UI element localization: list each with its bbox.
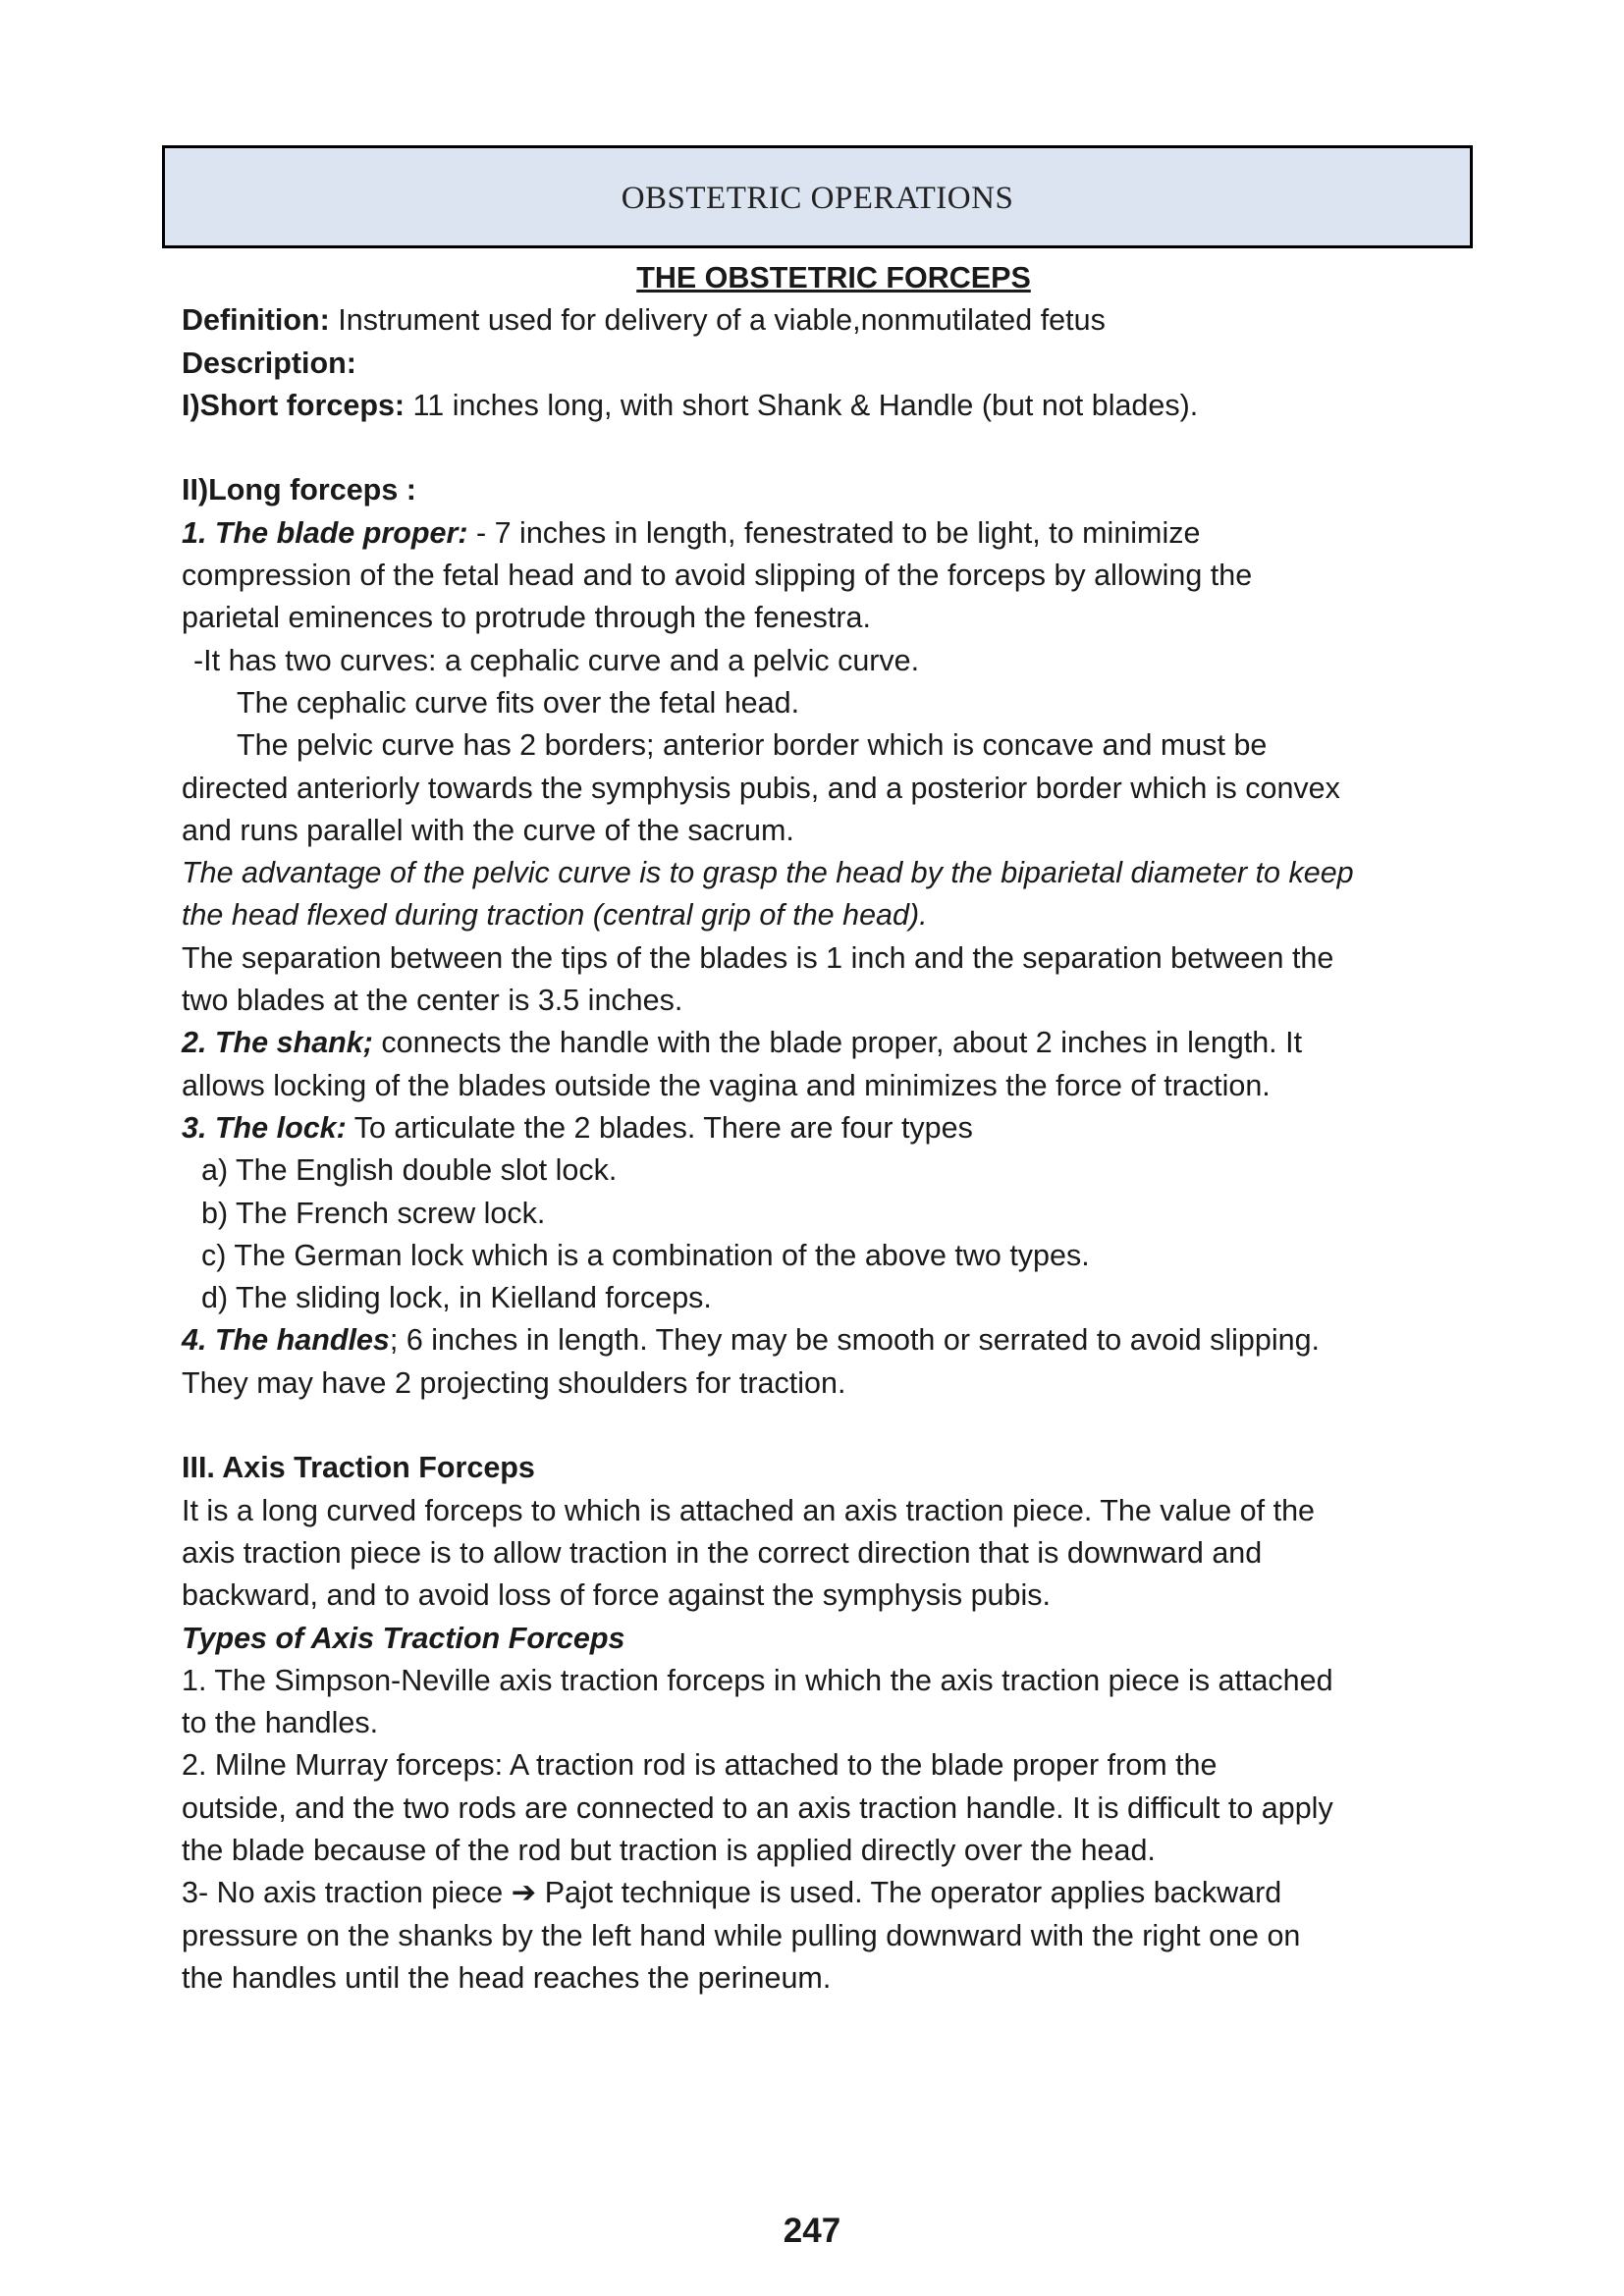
short-forceps-label: I)Short forceps: bbox=[182, 388, 406, 422]
lock-type-item: b) The French screw lock. bbox=[201, 1196, 546, 1230]
handles-text-2: They may have 2 projecting shoulders for traction. bbox=[182, 1365, 846, 1400]
shank-text-2: allows locking of the blades outside the vagina and minimizes the force of traction. bbox=[182, 1068, 1271, 1102]
definition-label: Definition: bbox=[182, 303, 330, 338]
type3-line-2: pressure on the shanks by the left hand while pulling downward with the right one on bbox=[182, 1918, 1301, 1952]
lock-type-item: a) The English double slot lock. bbox=[201, 1153, 618, 1188]
advantage-text-2: the head flexed during traction (central grip of the head). bbox=[182, 898, 928, 933]
type3-line-3: the handles until the head reaches the perineum. bbox=[182, 1960, 832, 1995]
blade-text-2: compression of the fetal head and to avoid slipping of the forceps by allowing the bbox=[182, 559, 1253, 593]
blade-paragraph-line bbox=[182, 512, 1458, 555]
lock-text: To articulate the 2 blades. There are four types bbox=[346, 1110, 973, 1145]
pelvic-line-3: and runs parallel with the curve of the sacrum. bbox=[182, 813, 794, 847]
type2-line-2: outside, and the two rods are connected to an axis traction handle. It is difficult to apply bbox=[182, 1790, 1333, 1825]
advantage-text-1: The advantage of the pelvic curve is to grasp the head by the biparietal diameter to keep bbox=[182, 856, 1354, 890]
section-header-box bbox=[162, 145, 1473, 248]
definition-text: Instrument used for delivery of a viable,nonmutilated fetus bbox=[329, 303, 1106, 338]
handles-paragraph-line bbox=[182, 1319, 1458, 1362]
document-title: THE OBSTETRIC FORCEPS bbox=[636, 261, 1031, 294]
short-forceps-paragraph bbox=[182, 385, 1458, 427]
axis-line-1: It is a long curved forceps to which is attached an axis traction piece. The value of the bbox=[182, 1493, 1315, 1527]
type1-line-1: 1. The Simpson-Neville axis traction forceps in which the axis traction piece is attached bbox=[182, 1663, 1333, 1697]
types-heading bbox=[182, 1618, 1458, 1660]
handles-label: 4. The handles bbox=[182, 1323, 390, 1358]
pelvic-line-2: directed anteriorly towards the symphysis pubis, and a posterior border which is convex bbox=[182, 771, 1340, 805]
advantage-line-1 bbox=[182, 852, 1458, 894]
handles-text-1: ; 6 inches in length. They may be smooth or serrated to avoid slipping. bbox=[389, 1323, 1321, 1358]
definition-paragraph bbox=[182, 299, 1458, 342]
spacer bbox=[182, 427, 1458, 469]
lock-label: 3. The lock: bbox=[182, 1110, 347, 1145]
axis-line-3: backward, and to avoid loss of force against the symphysis pubis. bbox=[182, 1578, 1051, 1613]
description-heading bbox=[182, 343, 1458, 385]
axis-traction-label: III. Axis Traction Forceps bbox=[182, 1451, 535, 1485]
shank-paragraph-line bbox=[182, 1022, 1458, 1064]
right-arrow-icon: ➔ bbox=[511, 1876, 537, 1910]
blade-text-3: parietal eminences to protrude through the fenestra. bbox=[182, 601, 871, 635]
separation-line-2: two blades at the center is 3.5 inches. bbox=[182, 984, 683, 1018]
separation-line-1: The separation between the tips of the blades is 1 inch and the separation between the bbox=[182, 940, 1334, 975]
page-number: 247 bbox=[783, 2212, 841, 2250]
document-title-line bbox=[182, 257, 1458, 299]
section-title: OBSTETRIC OPERATIONS bbox=[621, 181, 1014, 216]
blade-text-1: - 7 inches in length, fenestrated to be light, to minimize bbox=[467, 515, 1201, 550]
type1-line-2: to the handles. bbox=[182, 1706, 379, 1740]
long-forceps-heading bbox=[182, 469, 1458, 511]
types-label: Types of Axis Traction Forceps bbox=[182, 1621, 625, 1655]
type2-line-3: the blade because of the rod but traction is applied directly over the head. bbox=[182, 1833, 1156, 1867]
type2-line-1: 2. Milne Murray forceps: A traction rod is attached to the blade proper from the bbox=[182, 1748, 1218, 1783]
shank-text-1: connects the handle with the blade proper, about 2 inches in length. It bbox=[372, 1026, 1303, 1060]
type3-line-1 bbox=[182, 1872, 1458, 1914]
short-forceps-text: 11 inches long, with short Shank & Handle (but not blades). bbox=[405, 388, 1199, 422]
lock-type-item: c) The German lock which is a combination of the above two types. bbox=[201, 1238, 1090, 1272]
axis-line-2: axis traction piece is to allow traction in the correct direction that is downward and bbox=[182, 1535, 1263, 1570]
description-label: Description: bbox=[182, 346, 356, 380]
type3-prefix: 3- No axis traction piece bbox=[182, 1876, 512, 1910]
document-body bbox=[182, 257, 1458, 2000]
curves-line: -It has two curves: a cephalic curve and a pelvic curve. bbox=[193, 643, 920, 677]
lock-paragraph-line bbox=[182, 1107, 1458, 1149]
pelvic-line-1: The pelvic curve has 2 borders; anterior border which is concave and must be bbox=[237, 728, 1268, 763]
advantage-line-2 bbox=[182, 894, 1458, 936]
shank-label: 2. The shank; bbox=[182, 1026, 373, 1060]
cephalic-line: The cephalic curve fits over the fetal head. bbox=[237, 685, 800, 720]
axis-traction-heading bbox=[182, 1447, 1458, 1489]
type3-rest: Pajot technique is used. The operator applies backward bbox=[536, 1876, 1282, 1910]
long-forceps-label: II)Long forceps : bbox=[182, 473, 416, 507]
spacer bbox=[182, 1405, 1458, 1447]
blade-label: 1. The blade proper: bbox=[182, 515, 468, 550]
lock-type-item: d) The sliding lock, in Kielland forceps. bbox=[201, 1281, 712, 1315]
